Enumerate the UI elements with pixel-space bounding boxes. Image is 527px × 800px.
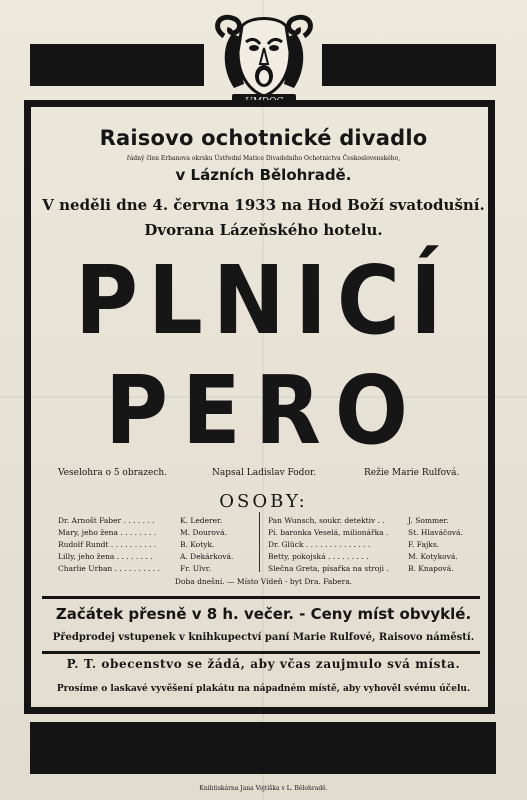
town-name: v Lázních Bělohradě. [175,166,352,184]
cast-role: Slečna Greta, písařka na stroji . [268,564,389,573]
cast-row [58,564,211,577]
cast-role: Dr. Arnošt Faber . . . . . . . [58,516,155,525]
cast-divider [259,512,260,572]
section-rule [42,651,480,654]
cast-role: Pí. baronka Veselá, milionářka . [268,528,389,537]
logo-text: UMDOC [244,97,284,107]
play-title-line2: PERO [104,356,423,467]
top-left-bar [30,44,204,86]
start-time: Začátek přesně v 8 h. večer. - Ceny míst obvyklé. [55,605,472,623]
play-author: Napsal Ladislav Fodor. [212,468,317,478]
cast-role: Pan Wunsch, soukr. detektiv . . [268,516,385,525]
section-rule [42,596,480,599]
cast-row [268,564,454,577]
cast-actor: St. Hlaváčová. [408,528,463,537]
theatre-masks-logo [210,12,318,108]
cast-role: Betty, pokojská . . . . . . . . . [268,552,369,561]
cast-role: Mary, jeho žena . . . . . . . . [58,528,157,537]
time-and-place: Doba dnešní. — Místo Vídeň - byt Dra. Fabera. [174,577,353,586]
bottom-bar [30,722,496,774]
presale-info: Předprodej vstupenek v knihkupectví paní Marie Rulfové, Raisovo náměstí. [52,632,475,643]
play-genre: Veselohra o 5 obrazech. [58,468,168,478]
performance-date: V neděli dne 4. června 1933 na Hod Boží svatodušní. [42,196,485,214]
cast-role: Lilly, jeho žena . . . . . . . . [58,552,153,561]
cast-actor: B. Knapová. [408,564,454,573]
cast-role: Charlie Urban . . . . . . . . . . [58,564,160,573]
audience-notice: P. T. obecenstvo se žádá, aby včas zaujmulo svá místa. [66,657,461,671]
cast-actor: M. Dourová. [180,528,227,537]
play-director: Režie Marie Rulfová. [364,468,460,478]
theatre-name: Raisovo ochotnické divadlo [99,126,428,150]
posting-request: Prosíme o laskavé vyvěšení plakátu na nápadném místě, aby vyhověl svému účelu. [56,684,471,694]
cast-actor: F. Fajks. [408,540,440,549]
cast-actor: K. Lederer. [180,516,223,525]
cast-actor: Fr. Ulvr. [180,564,211,573]
play-title-line1: PLNICÍ [75,246,452,357]
membership-note: řádný člen Erbanova okrsku Ústřední Matice Divadelního Ochotnictva Československého, [126,155,401,162]
cast-actor: J. Sommer. [408,516,449,525]
cast-actor: A. Dekárková. [180,552,234,561]
cast-role: Rudolf Rundt . . . . . . . . . . [58,540,157,549]
printer-credit: Knihtiskárna Jana Vojtíška v L. Bělohradě. [199,785,328,792]
cast-heading: OSOBY: [219,491,308,512]
cast-actor: M. Kotyková. [408,552,458,561]
venue: Dvorana Lázeňského hotelu. [144,221,383,239]
top-right-bar [322,44,496,86]
cast-actor: B. Kotyk. [180,540,215,549]
cast-role: Dr. Glück . . . . . . . . . . . . . . [268,540,371,549]
